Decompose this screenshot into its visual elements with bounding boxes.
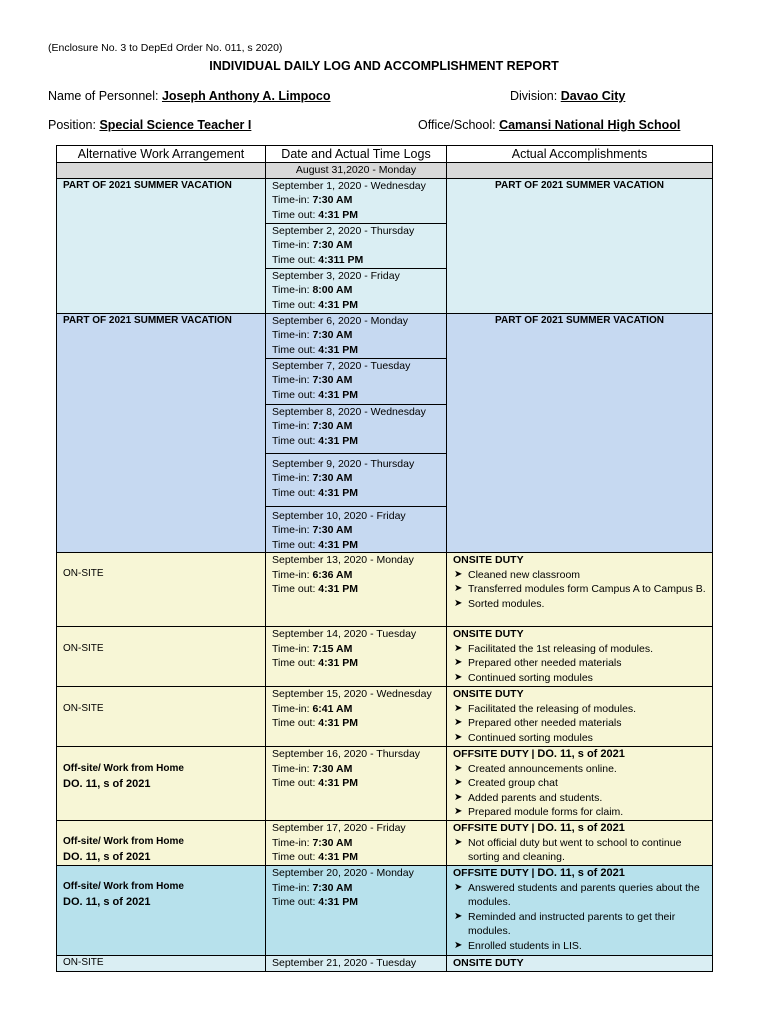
division-label: Division: xyxy=(510,89,558,103)
header-acc: Actual Accomplishments xyxy=(447,146,713,163)
table-row xyxy=(57,313,713,358)
list-item: ➤ Created group chat xyxy=(453,776,706,791)
date-cell: September 13, 2020 - Monday Time-in: 6:36 AM Time out: 4:31 PM xyxy=(266,553,447,627)
header-aw: Alternative Work Arrangement xyxy=(57,146,266,163)
table-row xyxy=(57,821,713,866)
list-item: ➤ Facilitated the releasing of modules. xyxy=(453,702,706,717)
table-row xyxy=(57,627,713,687)
aw-cell: PART OF 2021 SUMMER VACATION xyxy=(57,313,266,553)
acc-cell: OFFSITE DUTY | DO. 11, s of 2021 ➤ Not official duty but went to school to continue sorting and cleaning. xyxy=(447,821,713,866)
aw-cell: Off-site/ Work from Home DO. 11, s of 2021 xyxy=(57,866,266,956)
header-date: Date and Actual Time Logs xyxy=(266,146,447,163)
office-value: Camansi National High School xyxy=(499,118,681,132)
enclosure-note: (Enclosure No. 3 to DepEd Order No. 011, s 2020) xyxy=(48,42,283,54)
list-item: ➤ Answered students and parents queries about the modules. xyxy=(453,881,706,910)
list-item: ➤ Transferred modules form Campus A to Campus B. xyxy=(453,582,706,597)
aw-cell: ON-SITE xyxy=(57,956,266,972)
personnel-field xyxy=(48,89,331,103)
division-value: Davao City xyxy=(560,89,626,103)
acc-cell: ONSITE DUTY ➤ Cleaned new classroom ➤ Transferred modules form Campus A to Campus B. ➤ Sorted modules. xyxy=(447,553,713,627)
position-value: Special Science Teacher I xyxy=(99,118,252,132)
date-cell: September 3, 2020 - Friday Time-in: 8:00 AM Time out: 4:31 PM xyxy=(266,268,447,313)
list-item: ➤ Created announcements online. xyxy=(453,762,706,777)
position-label: Position: xyxy=(48,118,96,132)
list-item: ➤ Prepared module forms for claim. xyxy=(453,805,706,820)
personnel-label: Name of Personnel: xyxy=(48,89,159,103)
list-item: ➤ Cleaned new classroom xyxy=(453,568,706,583)
office-field xyxy=(418,118,680,132)
date-cell: September 20, 2020 - Monday Time-in: 7:30 AM Time out: 4:31 PM xyxy=(266,866,447,956)
date-cell: September 2, 2020 - Thursday Time-in: 7:30 AM Time out: 4:311 PM xyxy=(266,223,447,268)
table-row xyxy=(57,747,713,821)
acc-cell: OFFSITE DUTY | DO. 11, s of 2021 ➤ Answered students and parents queries about the modules. ➤ Reminded and instructed parents to get their modules. ➤ Enrolled students in LIS. xyxy=(447,866,713,956)
position-field xyxy=(48,118,251,132)
date-cell: September 9, 2020 - Thursday Time-in: 7:30 AM Time out: 4:31 PM xyxy=(266,453,447,506)
list-item: ➤ Prepared other needed materials xyxy=(453,716,706,731)
table-row xyxy=(57,553,713,627)
list-item: ➤ Reminded and instructed parents to get their modules. xyxy=(453,910,706,939)
aw-cell: ON-SITE xyxy=(57,627,266,687)
aw-cell: ON-SITE xyxy=(57,687,266,747)
date-cell: September 14, 2020 - Tuesday Time-in: 7:15 AM Time out: 4:31 PM xyxy=(266,627,447,687)
acc-cell: ONSITE DUTY xyxy=(447,956,713,972)
report-title: INDIVIDUAL DAILY LOG AND ACCOMPLISHMENT REPORT xyxy=(209,59,559,73)
list-item: ➤ Not official duty but went to school to continue sorting and cleaning. xyxy=(453,836,706,865)
list-item: ➤ Continued sorting modules xyxy=(453,671,706,686)
acc-cell: ONSITE DUTY ➤ Facilitated the releasing of modules. ➤ Prepared other needed materials ➤ Continued sorting modules xyxy=(447,687,713,747)
date-cell: September 16, 2020 - Thursday Time-in: 7:30 AM Time out: 4:31 PM xyxy=(266,747,447,821)
list-item: ➤ Facilitated the 1st releasing of modules. xyxy=(453,642,706,657)
list-item: ➤ Continued sorting modules xyxy=(453,731,706,746)
aw-cell: Off-site/ Work from Home DO. 11, s of 2021 xyxy=(57,821,266,866)
acc-cell: ONSITE DUTY ➤ Facilitated the 1st releasing of modules. ➤ Prepared other needed materials ➤ Continued sorting modules xyxy=(447,627,713,687)
date-cell: September 21, 2020 - Tuesday xyxy=(266,956,447,972)
aug-date: August 31,2020 - Monday xyxy=(266,163,447,179)
office-label: Office/School: xyxy=(418,118,496,132)
table-header-row xyxy=(57,146,713,163)
table-row xyxy=(57,163,713,179)
acc-cell: OFFSITE DUTY | DO. 11, s of 2021 ➤ Created announcements online. ➤ Created group chat ➤ Added parents and students. ➤ Prepared module forms for claim. xyxy=(447,747,713,821)
list-item: ➤ Added parents and students. xyxy=(453,791,706,806)
date-cell: September 15, 2020 - Wednesday Time-in: 6:41 AM Time out: 4:31 PM xyxy=(266,687,447,747)
list-item: ➤ Prepared other needed materials xyxy=(453,656,706,671)
daily-log-table xyxy=(56,145,713,972)
acc-cell: PART OF 2021 SUMMER VACATION xyxy=(447,313,713,553)
aw-cell: Off-site/ Work from Home DO. 11, s of 2021 xyxy=(57,747,266,821)
table-row xyxy=(57,687,713,747)
date-cell: September 10, 2020 - Friday Time-in: 7:30 AM Time out: 4:31 PM xyxy=(266,506,447,553)
date-cell: September 17, 2020 - Friday Time-in: 7:30 AM Time out: 4:31 PM xyxy=(266,821,447,866)
personnel-value: Joseph Anthony A. Limpoco xyxy=(161,89,331,103)
table-row xyxy=(57,866,713,956)
acc-cell: PART OF 2021 SUMMER VACATION xyxy=(447,178,713,313)
table-row xyxy=(57,956,713,972)
date-cell: September 1, 2020 - Wednesday Time-in: 7:30 AM Time out: 4:31 PM xyxy=(266,178,447,223)
date-cell: September 7, 2020 - Tuesday Time-in: 7:30 AM Time out: 4:31 PM xyxy=(266,358,447,404)
division-field xyxy=(510,89,625,103)
list-item: ➤ Enrolled students in LIS. xyxy=(453,939,706,954)
list-item: ➤ Sorted modules. xyxy=(453,597,706,612)
table-row xyxy=(57,178,713,223)
aw-cell: ON-SITE xyxy=(57,553,266,627)
date-cell: September 6, 2020 - Monday Time-in: 7:30 AM Time out: 4:31 PM xyxy=(266,313,447,358)
aw-cell: PART OF 2021 SUMMER VACATION xyxy=(57,178,266,313)
date-cell: September 8, 2020 - Wednesday Time-in: 7:30 AM Time out: 4:31 PM xyxy=(266,404,447,453)
